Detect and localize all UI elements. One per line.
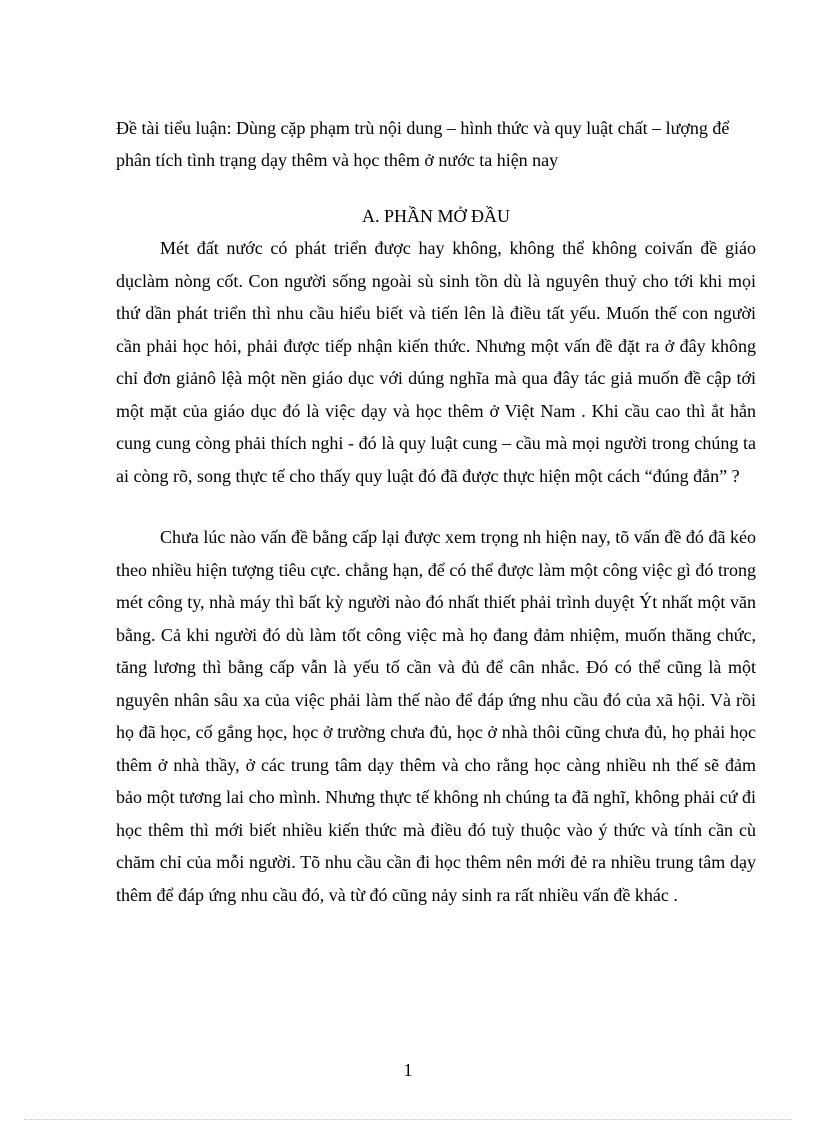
page-number: 1 [403,1060,413,1080]
paragraph-degrees: Chưa lúc nào vấn đề bằng cấp lại được xem trọng nh hiện nay, tõ vấn đề đó đã kéo theo nhiều hiện tượng tiêu cực. chẳng hạn, để có thể được làm một công việc gì đó trong mét công ty, nhà máy thì bất kỳ người nào đó nhất thiết phải trình duyệt Ýt nhất một văn bằng. Cả khi người đó dù làm tốt công việc mà họ đang đảm nhiệm, muốn thăng chức, tăng lương thì bằng cấp vẫn là yếu tố cần và đủ để cân nhắc. Đó có thể cũng là một nguyên nhân sâu xa của việc phải làm thế nào để đáp ứng nhu cầu đó của xã hội. Và rồi họ đã học, cố gắng học, học ở trường chưa đủ, học ở nhà thôi cũng chưa đủ, họ phải học thêm ở nhà thầy, ở các trung tâm dạy thêm và cho rằng học càng nhiều nh thế sẽ đảm bảo một tương lai cho mình. Nhưng thực tế không nh chúng ta đã nghĩ, không phải cứ đi học thêm thì mới biết nhiều kiến thức mà điều đó tuỳ thuộc vào ý thức và tính cần cù chăm chỉ của mỗi người. Tõ nhu cầu cần đi học thêm nên mới đẻ ra nhiều trung tâm dạy thêm để đáp ứng nhu cầu đó, và từ đó cũng nảy sinh ra rất nhiều vấn đề khác . [116,527,756,905]
section-heading: A. PHẦN MỞ ĐẦU [361,206,510,226]
essay-topic: Đề tài tiểu luận: Dùng cặp phạm trù nội dung – hình thức và quy luật chất – lượng để phân tích tình trạng dạy thêm và học thêm ở nước ta hiện nay [116,118,730,170]
paragraph-intro: Mét đất nước có phát triển được hay không, không thể không coivấn đề giáo dụclàm nòng cốt. Con người sống ngoài sù sinh tồn dù là nguyên thuỷ cho tới khi mọi thứ dần phát triển thì nhu cầu hiểu biết và tiến lên là điều tất yếu. Muốn thế con người cần phải học hỏi, phải được tiếp nhận kiến thức. Nhưng một vấn đề đặt ra ở đây không chỉ đơn giảnô lệà một nền giáo dục với dúng nghĩa mà qua đây tác giả muốn đề cập tới một mặt của giáo dục đó là việc dạy và học thêm ở Việt Nam . Khi cầu cao thì ắt hẳn cung cung còng phải thích nghi - đó là quy luật cung – cầu mà mọi người trong chúng ta ai còng rõ, song thực tế cho thấy quy luật đó đã được thực hiện một cách “đúng đắn” ? [116,238,756,486]
footer-divider [24,1119,792,1120]
